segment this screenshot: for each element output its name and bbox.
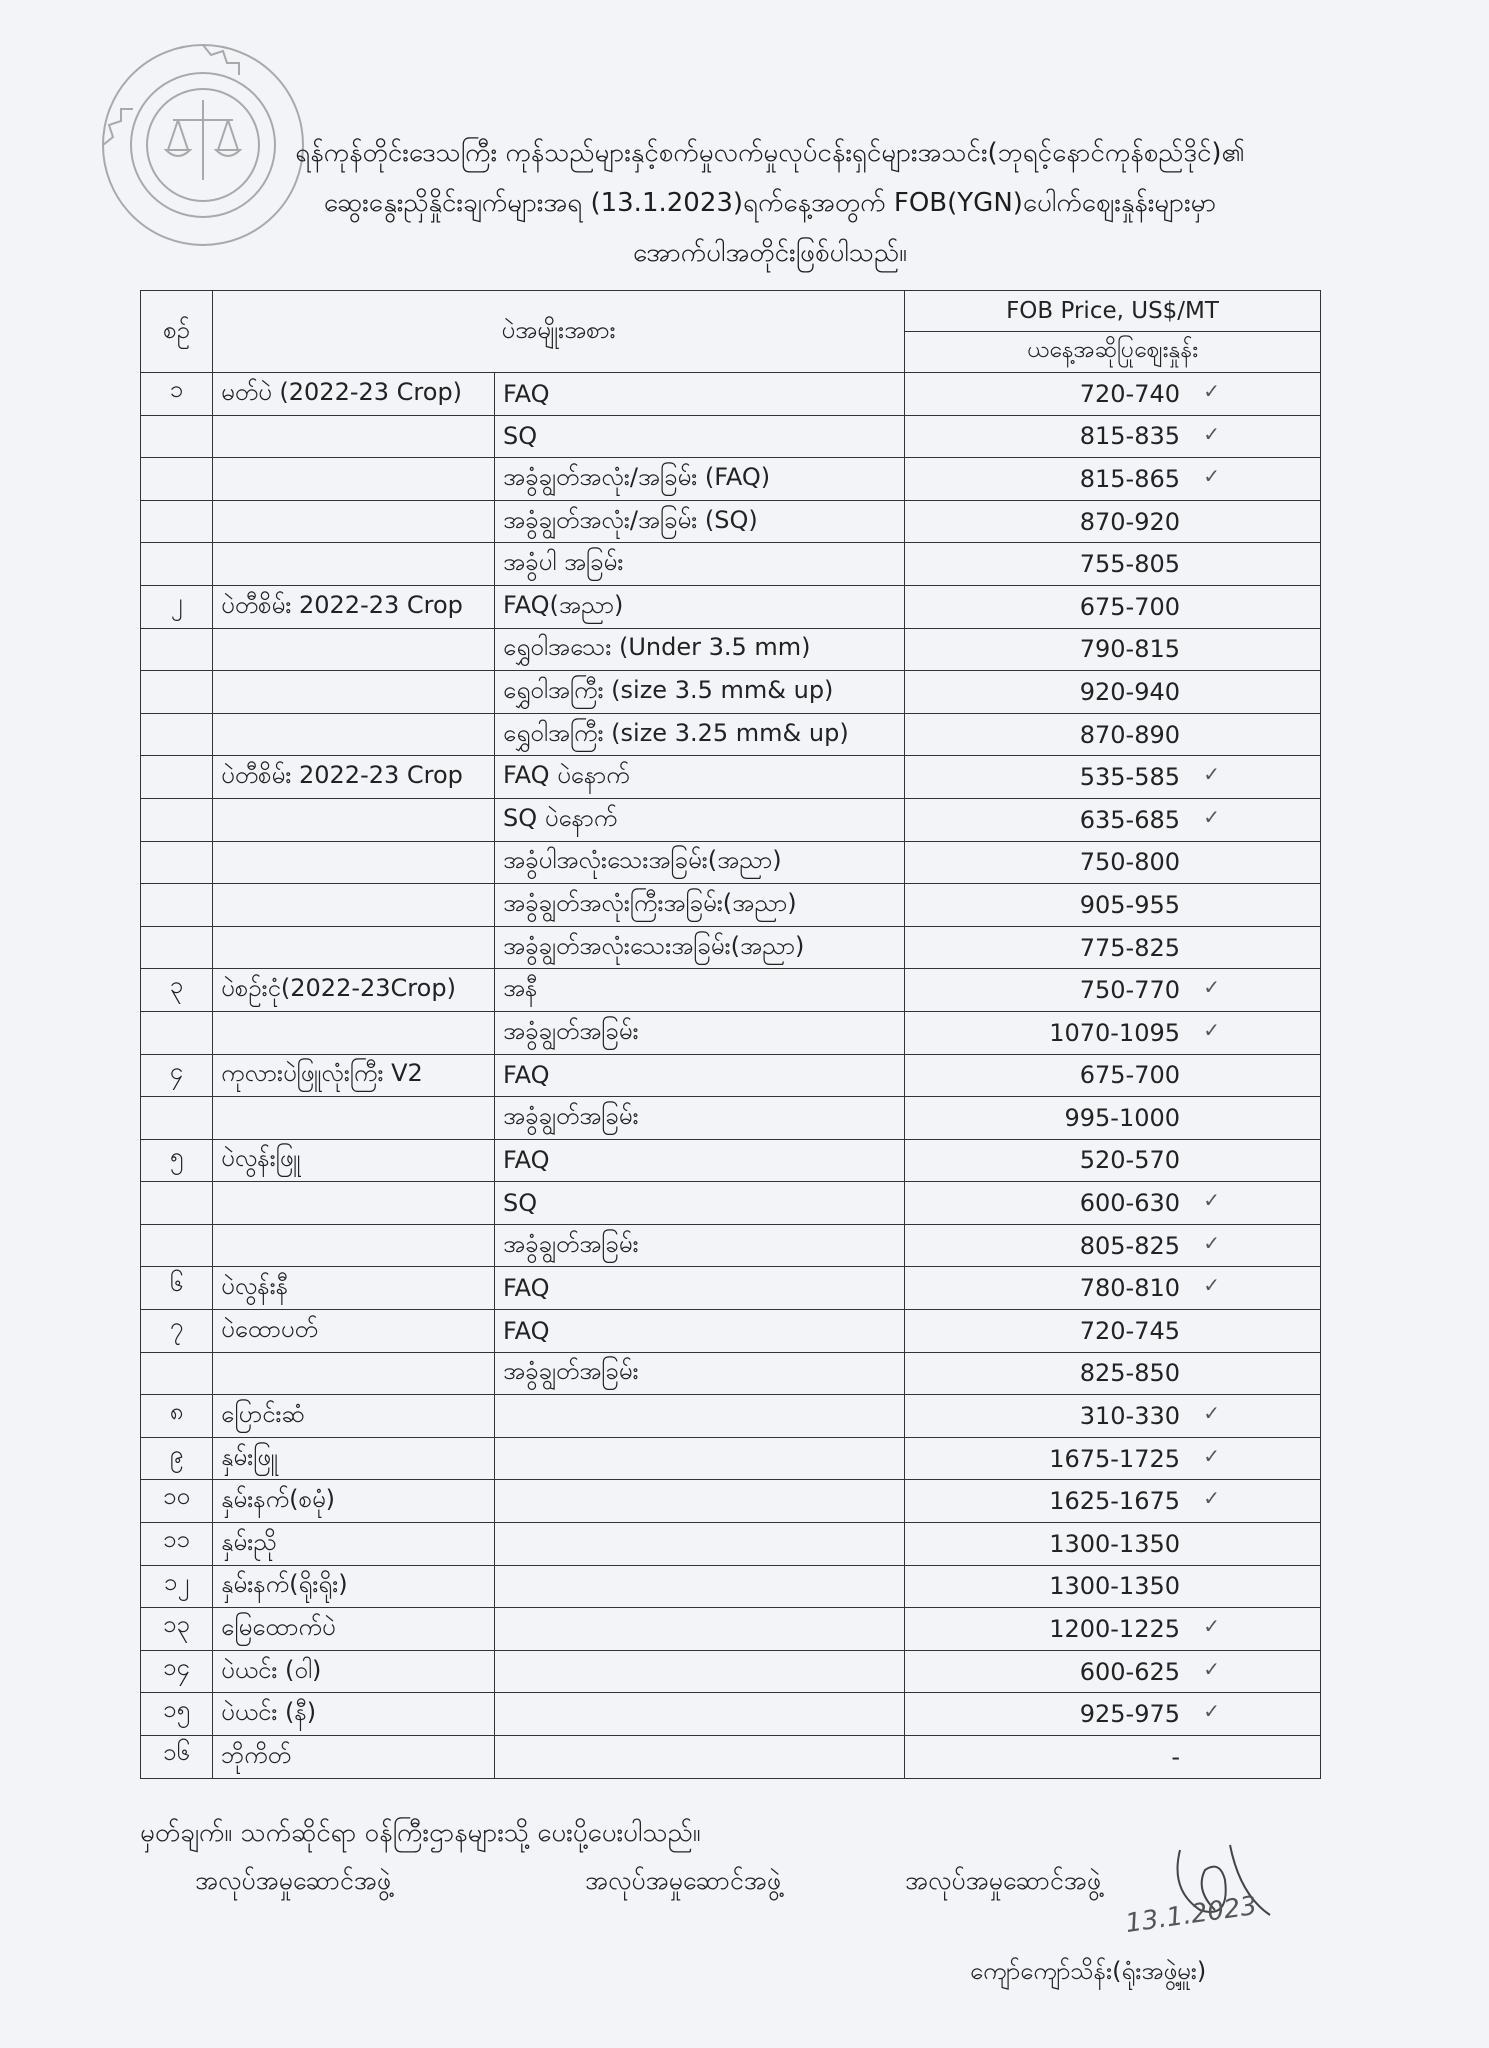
row-price: 1300-1350: [1049, 1529, 1181, 1558]
row-number: ၁၆: [141, 1736, 213, 1779]
row-price-cell: [905, 1139, 1321, 1182]
row-grade: FAQ(အညာ): [495, 585, 905, 628]
row-number: [141, 671, 213, 714]
footer-note: မှတ်ချက်။ သက်ဆိုင်ရာ ဝန်ကြီးဌာနများသို့ ပေးပို့ပေးပါသည်။: [140, 1818, 701, 1848]
row-item: ကုလားပဲဖြူလုံးကြီး V2: [213, 1054, 495, 1097]
row-price: 520-570: [1079, 1146, 1181, 1175]
row-item: [213, 1011, 495, 1054]
row-number: [141, 543, 213, 586]
row-number: [141, 713, 213, 756]
row-price-cell: [905, 1011, 1321, 1054]
row-grade: [495, 1693, 905, 1736]
row-price: 825-850: [1079, 1359, 1181, 1388]
row-item: [213, 1097, 495, 1140]
row-number: ၁၄: [141, 1650, 213, 1693]
row-item: [213, 1352, 495, 1395]
col-header-item: ပဲအမျိုးအစား: [213, 291, 905, 373]
table-row: [141, 628, 1321, 671]
row-item: [213, 415, 495, 458]
row-price: 675-700: [1079, 592, 1181, 621]
table-row: [141, 1054, 1321, 1097]
row-item: မတ်ပဲ (2022-23 Crop): [213, 373, 495, 416]
row-grade: အခွံချွတ်အလုံးကြီးအခြမ်း(အညာ): [495, 884, 905, 927]
row-item: ပြောင်းဆံ: [213, 1395, 495, 1438]
table-row: [141, 415, 1321, 458]
row-price: 1625-1675: [1049, 1487, 1181, 1516]
row-price: 805-825: [1079, 1231, 1181, 1260]
signer-name: ကျော်ကျော်သိန်း(ရုံးအဖွဲ့မှူး): [970, 1957, 1207, 1985]
table-row: [141, 1267, 1321, 1310]
table-row: [141, 1693, 1321, 1736]
row-item: [213, 1224, 495, 1267]
check-mark-icon: ✓: [1203, 421, 1221, 446]
row-price-cell: [905, 373, 1321, 416]
table-row: [141, 713, 1321, 756]
row-grade: [495, 1437, 905, 1480]
table-row: [141, 671, 1321, 714]
row-item: [213, 713, 495, 756]
row-number: [141, 1182, 213, 1225]
document-header: [150, 128, 1390, 278]
col-header-price-sub: ယနေ့အဆိုပြုဈေးနှုန်း: [905, 332, 1321, 373]
check-mark-icon: ✓: [1203, 975, 1221, 1000]
row-grade: SQ: [495, 1182, 905, 1225]
row-number: [141, 798, 213, 841]
row-item: [213, 926, 495, 969]
row-price-cell: [905, 1224, 1321, 1267]
row-number: [141, 415, 213, 458]
row-number: ၅: [141, 1139, 213, 1182]
row-number: [141, 841, 213, 884]
row-grade: [495, 1565, 905, 1608]
row-number: [141, 1011, 213, 1054]
row-grade: FAQ: [495, 373, 905, 416]
row-number: [141, 884, 213, 927]
row-item: ပဲစဉ်းငုံ(2022-23Crop): [213, 969, 495, 1012]
row-price: 750-770: [1079, 976, 1181, 1005]
row-number: [141, 926, 213, 969]
row-price: 720-740: [1079, 379, 1181, 408]
row-grade: အခွံချွတ်အခြမ်း: [495, 1352, 905, 1395]
row-grade: [495, 1608, 905, 1651]
table-row: [141, 543, 1321, 586]
table-row: [141, 841, 1321, 884]
row-grade: SQ: [495, 415, 905, 458]
row-item: ပဲယင်း (နီ): [213, 1693, 495, 1736]
table-row: [141, 1480, 1321, 1523]
table-row: [141, 1523, 1321, 1566]
row-number: ၁၂: [141, 1565, 213, 1608]
row-grade: ရွှေဝါအကြီး (size 3.5 mm& up): [495, 671, 905, 714]
row-item: ပဲလွန်းဖြူ: [213, 1139, 495, 1182]
table-row: [141, 1565, 1321, 1608]
row-price-cell: [905, 1650, 1321, 1693]
row-grade: FAQ: [495, 1267, 905, 1310]
row-number: ၂: [141, 585, 213, 628]
row-price: 995-1000: [1064, 1103, 1181, 1132]
row-price: 905-955: [1079, 890, 1181, 919]
table-row: [141, 1182, 1321, 1225]
row-price: 600-625: [1079, 1657, 1181, 1686]
row-grade: FAQ: [495, 1310, 905, 1353]
row-price-cell: [905, 1097, 1321, 1140]
row-number: ၁: [141, 373, 213, 416]
row-item: နှမ်းညို: [213, 1523, 495, 1566]
row-grade: ရွှေဝါအကြီး (size 3.25 mm& up): [495, 713, 905, 756]
row-grade: [495, 1395, 905, 1438]
table-row: [141, 585, 1321, 628]
row-grade: အခွံချွတ်အခြမ်း: [495, 1097, 905, 1140]
table-row: [141, 1437, 1321, 1480]
table-row: [141, 1650, 1321, 1693]
signature-label-1: အလုပ်အမှုဆောင်အဖွဲ့: [195, 1866, 392, 1895]
row-price: 600-630: [1079, 1189, 1181, 1218]
check-mark-icon: ✓: [1203, 1017, 1221, 1042]
table-row: [141, 500, 1321, 543]
row-price: 1300-1350: [1049, 1572, 1181, 1601]
row-item: ပဲလွန်းနီ: [213, 1267, 495, 1310]
row-number: ၇: [141, 1310, 213, 1353]
row-price-cell: [905, 969, 1321, 1012]
row-item: ပဲယင်း (ဝါ): [213, 1650, 495, 1693]
row-price: 720-745: [1079, 1316, 1181, 1345]
table-row: [141, 1310, 1321, 1353]
table-row: [141, 458, 1321, 501]
row-price-cell: [905, 458, 1321, 501]
table-row: [141, 1139, 1321, 1182]
row-price: 815-835: [1079, 422, 1181, 451]
row-number: [141, 500, 213, 543]
header-line-2: ဆွေးနွေးညှိနှိုင်းချက်များအရ (13.1.2023)ရက်နေ့အတွက် FOB(YGN)ပေါက်ဈေးနှုန်းများမှာ: [323, 188, 1217, 218]
row-price-cell: [905, 884, 1321, 927]
row-item: [213, 458, 495, 501]
check-mark-icon: ✓: [1203, 1486, 1221, 1511]
row-price: 870-920: [1079, 507, 1181, 536]
row-grade: အခွံပါအလုံးသေးအခြမ်း(အညာ): [495, 841, 905, 884]
row-price-cell: [905, 926, 1321, 969]
row-grade: အခွံချွတ်အလုံး/အခြမ်း (SQ): [495, 500, 905, 543]
table-row: [141, 1608, 1321, 1651]
signature-label-2: အလုပ်အမှုဆောင်အဖွဲ့: [585, 1866, 782, 1895]
row-number: [141, 628, 213, 671]
row-number: ၄: [141, 1054, 213, 1097]
check-mark-icon: ✓: [1203, 804, 1221, 829]
row-item: ပဲထောပတ်: [213, 1310, 495, 1353]
price-table-body: [141, 373, 1321, 1779]
row-number: [141, 1097, 213, 1140]
row-grade: [495, 1523, 905, 1566]
row-grade: [495, 1736, 905, 1779]
check-mark-icon: ✓: [1203, 464, 1221, 489]
row-price-cell: [905, 798, 1321, 841]
row-price: 870-890: [1079, 720, 1181, 749]
row-grade: ရွှေဝါအသေး (Under 3.5 mm): [495, 628, 905, 671]
check-mark-icon: ✓: [1203, 762, 1221, 787]
check-mark-icon: ✓: [1203, 1230, 1221, 1255]
row-grade: အခွံချွတ်အခြမ်း: [495, 1011, 905, 1054]
table-row: [141, 1352, 1321, 1395]
row-item: [213, 500, 495, 543]
row-item: [213, 543, 495, 586]
row-item: [213, 671, 495, 714]
row-price: 310-330: [1079, 1402, 1181, 1431]
check-mark-icon: ✓: [1203, 1656, 1221, 1681]
row-grade: FAQ ပဲနောက်: [495, 756, 905, 799]
header-line-1: ရန်ကုန်တိုင်းဒေသကြီး ကုန်သည်များနှင့်စက်မှုလက်မှုလုပ်ငန်းရှင်များအသင်း(ဘုရင့်နောင်ကုန်စည်ဒိုင်)၏: [295, 138, 1245, 168]
row-grade: အနီ: [495, 969, 905, 1012]
row-number: ၁၃: [141, 1608, 213, 1651]
check-mark-icon: ✓: [1203, 1443, 1221, 1468]
row-price-cell: [905, 1310, 1321, 1353]
row-price-cell: [905, 1182, 1321, 1225]
row-item: ပဲတီစိမ်း 2022-23 Crop: [213, 756, 495, 799]
check-mark-icon: ✓: [1203, 1273, 1221, 1298]
row-number: ၈: [141, 1395, 213, 1438]
row-price: 920-940: [1079, 677, 1181, 706]
price-table: [140, 290, 1321, 1779]
table-row: [141, 1736, 1321, 1779]
check-mark-icon: ✓: [1203, 1699, 1221, 1724]
row-number: [141, 458, 213, 501]
col-header-no: စဉ်: [141, 291, 213, 373]
row-price: 675-700: [1079, 1061, 1181, 1090]
row-item: [213, 841, 495, 884]
row-price-cell: [905, 671, 1321, 714]
row-price-cell: [905, 1693, 1321, 1736]
handwritten-date: 13.1.2023: [1123, 1890, 1259, 1940]
table-row: [141, 798, 1321, 841]
table-row: [141, 1097, 1321, 1140]
row-grade: အခွံချွတ်အလုံးသေးအခြမ်း(အညာ): [495, 926, 905, 969]
row-price-cell: [905, 628, 1321, 671]
row-price-cell: [905, 1523, 1321, 1566]
row-price-cell: [905, 585, 1321, 628]
row-number: [141, 756, 213, 799]
row-grade: [495, 1650, 905, 1693]
row-grade: FAQ: [495, 1139, 905, 1182]
row-price: 755-805: [1079, 550, 1181, 579]
row-number: ၉: [141, 1437, 213, 1480]
row-price: 1200-1225: [1049, 1615, 1181, 1644]
row-number: ၆: [141, 1267, 213, 1310]
row-number: [141, 1352, 213, 1395]
row-number: ၁၀: [141, 1480, 213, 1523]
table-row: [141, 1395, 1321, 1438]
row-price-cell: [905, 756, 1321, 799]
col-header-price: FOB Price, US$/MT: [905, 291, 1321, 332]
row-item: [213, 1182, 495, 1225]
row-price-cell: [905, 1054, 1321, 1097]
check-mark-icon: ✓: [1203, 1188, 1221, 1213]
row-number: [141, 1224, 213, 1267]
row-price: 1675-1725: [1049, 1444, 1181, 1473]
row-item: [213, 884, 495, 927]
row-item: [213, 798, 495, 841]
row-item: နှမ်းနက်(စမုံ): [213, 1480, 495, 1523]
table-row: [141, 969, 1321, 1012]
row-item: မြေထောက်ပဲ: [213, 1608, 495, 1651]
row-item: ဘိုကိတ်: [213, 1736, 495, 1779]
row-item: [213, 628, 495, 671]
table-row: [141, 373, 1321, 416]
row-price: 535-585: [1079, 763, 1181, 792]
row-price-cell: [905, 1736, 1321, 1779]
row-price-cell: [905, 415, 1321, 458]
row-price-cell: [905, 1352, 1321, 1395]
row-price-cell: [905, 500, 1321, 543]
row-price: 635-685: [1079, 805, 1181, 834]
row-price: 750-800: [1079, 848, 1181, 877]
row-price: 925-975: [1079, 1700, 1181, 1729]
header-line-3: အောက်ပါအတိုင်းဖြစ်ပါသည်။: [633, 238, 907, 268]
row-price-cell: [905, 841, 1321, 884]
row-price-cell: [905, 1437, 1321, 1480]
row-price: 1070-1095: [1049, 1018, 1181, 1047]
row-price-cell: [905, 543, 1321, 586]
row-number: ၃: [141, 969, 213, 1012]
row-grade: အခွံပါ အခြမ်း: [495, 543, 905, 586]
signature-label-3: အလုပ်အမှုဆောင်အဖွဲ့: [905, 1866, 1102, 1895]
table-row: [141, 756, 1321, 799]
row-item: ပဲတီစိမ်း 2022-23 Crop: [213, 585, 495, 628]
row-grade: SQ ပဲနောက်: [495, 798, 905, 841]
row-number: ၁၁: [141, 1523, 213, 1566]
row-price-cell: [905, 1267, 1321, 1310]
row-grade: FAQ: [495, 1054, 905, 1097]
row-item: နှမ်းဖြူ: [213, 1437, 495, 1480]
row-price-cell: [905, 713, 1321, 756]
table-row: [141, 926, 1321, 969]
row-grade: အခွံချွတ်အလုံး/အခြမ်း (FAQ): [495, 458, 905, 501]
row-price-cell: [905, 1395, 1321, 1438]
row-price: 775-825: [1079, 933, 1181, 962]
row-price-cell: [905, 1480, 1321, 1523]
row-number: ၁၅: [141, 1693, 213, 1736]
table-row: [141, 884, 1321, 927]
row-price: 790-815: [1079, 635, 1181, 664]
row-price: -: [1171, 1742, 1181, 1771]
table-row: [141, 1011, 1321, 1054]
row-price-cell: [905, 1565, 1321, 1608]
check-mark-icon: ✓: [1203, 379, 1221, 403]
table-row: [141, 1224, 1321, 1267]
row-grade: [495, 1480, 905, 1523]
check-mark-icon: ✓: [1203, 1614, 1221, 1639]
row-price-cell: [905, 1608, 1321, 1651]
row-grade: အခွံချွတ်အခြမ်း: [495, 1224, 905, 1267]
row-price: 815-865: [1079, 464, 1181, 493]
row-item: နှမ်းနက်(ရိုးရိုး): [213, 1565, 495, 1608]
check-mark-icon: ✓: [1203, 1401, 1221, 1426]
row-price: 780-810: [1079, 1274, 1181, 1303]
